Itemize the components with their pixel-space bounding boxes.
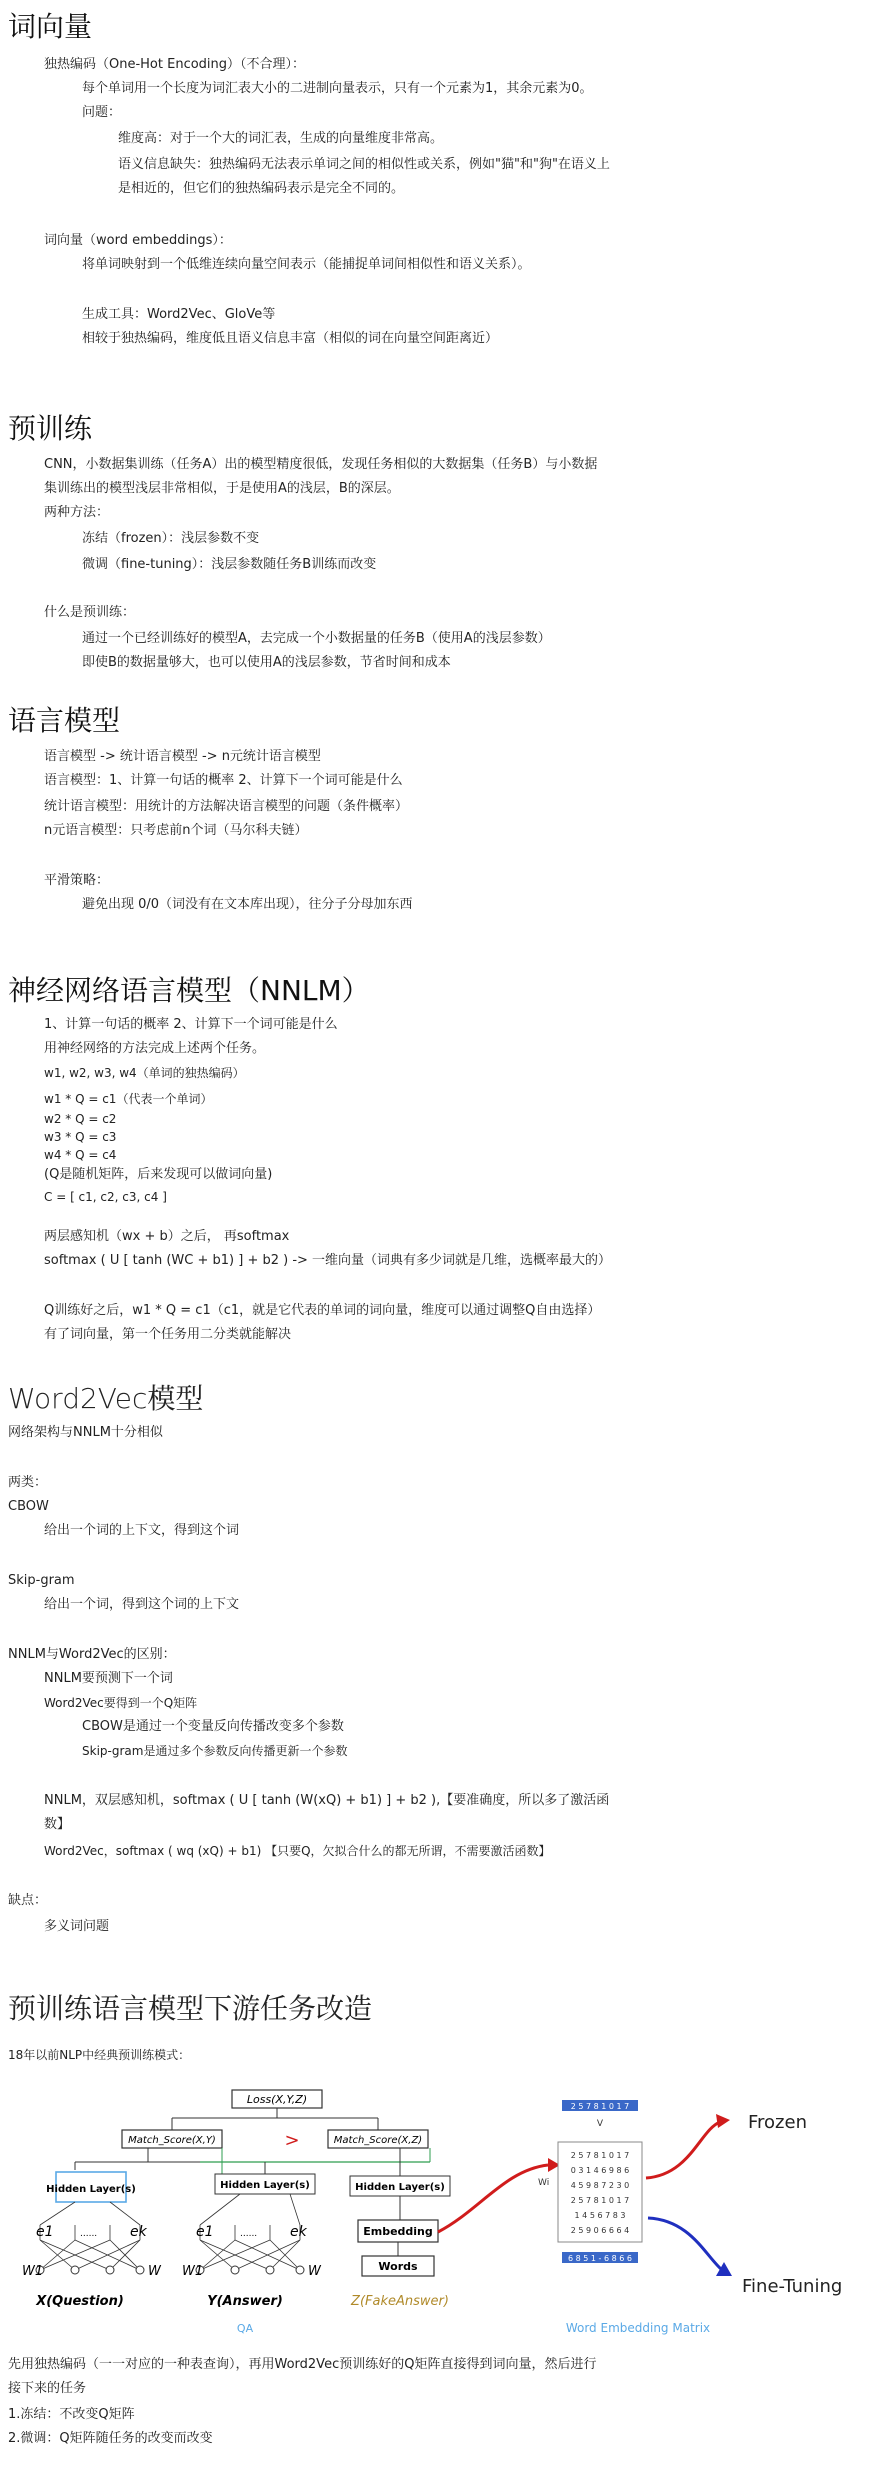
diff-3: CBOW是通过一个变量反向传播改变多个参数: [82, 1719, 344, 1734]
we-tools: 生成工具：Word2Vec、GloVe等: [82, 307, 276, 322]
loss-label: Loss(X,Y,Z): [246, 2093, 308, 2106]
two-types: 两类：: [8, 1475, 48, 1490]
x-w1-label: W1: [22, 2264, 44, 2279]
cbow-desc: 给出一个词的上下文，得到这个词: [44, 1523, 240, 1538]
y-node-4: [296, 2266, 304, 2274]
x-dots: ......: [80, 2229, 98, 2239]
nnlm-line-2: 用神经网络的方法完成上述两个任务。: [44, 1041, 266, 1056]
heading-downstream: 预训练语言模型下游任务改造: [8, 1992, 373, 2025]
problem-2b: 是相近的，但它们的独热编码表示是完全不同的。: [118, 181, 405, 196]
heading-nnlm: 神经网络语言模型（NNLM）: [8, 974, 370, 1007]
methods-label: 两种方法：: [44, 505, 110, 520]
problem-2a: 语义信息缺失：独热编码无法表示单词之间的相似性或关系，例如"猫"和"狗"在语义上: [118, 157, 610, 172]
lm-line-3: 统计语言模型：用统计的方法解决语言模型的问题（条件概率）: [44, 799, 409, 814]
we-heading: 词向量（word embeddings）：: [44, 233, 232, 248]
nnlm-line-6: w3 * Q = c3: [44, 1130, 117, 1144]
method-finetune: 微调（fine-tuning）：浅层参数随任务B训练而改变: [82, 557, 377, 572]
diff-5b: 数】: [44, 1817, 71, 1832]
words-label: Words: [378, 2260, 418, 2273]
downstream-intro: 18年以前NLP中经典预训练模式：: [8, 2048, 191, 2062]
qa-caption: QA: [236, 2322, 254, 2335]
y-node-2: [231, 2266, 239, 2274]
conclusion-3: 2.微调：Q矩阵随任务的改变而改变: [8, 2431, 213, 2446]
greater-than-sign: >: [284, 2130, 300, 2151]
x-node-2: [71, 2266, 79, 2274]
onehot-heading: 独热编码（One-Hot Encoding）（不合理）：: [44, 57, 306, 72]
finetuning-arrow: [648, 2218, 722, 2270]
matrix-v-label: V: [596, 2119, 604, 2129]
skip-desc: 给出一个词，得到这个词的上下文: [44, 1597, 240, 1612]
problem-1: 维度高：对于一个大的词汇表，生成的向量维度非常高。: [118, 131, 444, 146]
what-b: 即使B的数据量够大，也可以使用A的浅层参数，节省时间和成本: [82, 655, 451, 670]
we-compare: 相较于独热编码，维度低且语义信息丰富（相似的词在向量空间距离近）: [82, 331, 499, 346]
matrix-wi-label: Wi: [538, 2178, 550, 2188]
y-w1-label: W1: [182, 2264, 204, 2279]
we-desc: 将单词映射到一个低维连续向量空间表示（能捕捉单词间相似性和语义关系）。: [82, 257, 531, 272]
pretrain-intro-a: CNN，小数据集训练（任务A）出的模型精度很低，发现任务相似的大数据集（任务B）与小数据: [44, 457, 598, 472]
y-dots: ......: [240, 2229, 258, 2239]
frozen-arrowhead: [716, 2114, 730, 2128]
matrix-row: 4 5 9 8 7 2 3 0: [570, 2181, 630, 2190]
x-w-label: W: [148, 2264, 161, 2279]
nnlm-line-9: C = [ c1, c2, c3, c4 ]: [44, 1190, 167, 1204]
diff-1: NNLM要预测下一个词: [44, 1671, 173, 1686]
y-ek-label: ek: [290, 2224, 307, 2240]
nnlm-line-1: 1、计算一句话的概率 2、计算下一个词可能是什么: [44, 1017, 338, 1032]
x-ek-label: ek: [130, 2224, 147, 2240]
frozen-label: Frozen: [748, 2112, 807, 2133]
w2v-line-1: 网络架构与NNLM十分相似: [8, 1425, 163, 1440]
hidden-layer-z-label: Hidden Layer(s): [355, 2182, 445, 2193]
conclusion-1b: 接下来的任务: [8, 2381, 87, 2396]
diff-5a: NNLM，双层感知机，softmax ( U [ tanh (W(xQ) + b1) ] + b2 ),【要准确度，所以多了激活函: [44, 1793, 610, 1808]
nnlm-line-3: w1, w2, w3, w4（单词的独热编码）: [44, 1066, 245, 1080]
matrix-row: 2 5 7 8 1 0 1 7: [570, 2196, 630, 2205]
nnlm-line-8: (Q是随机矩阵，后来发现可以做词向量): [44, 1167, 273, 1182]
y-e1-label: e1: [196, 2224, 214, 2240]
skip-label: Skip-gram: [8, 1573, 75, 1588]
heading-word2vec: Word2Vec模型: [8, 1382, 204, 1415]
problems-label: 问题：: [82, 105, 122, 120]
heading-language-model: 语言模型: [8, 704, 121, 737]
match-score-xz-label: Match_Score(X,Z): [333, 2135, 423, 2146]
lm-line-1: 语言模型 -> 统计语言模型 -> n元统计语言模型: [44, 749, 321, 764]
conclusion-2: 1.冻结：不改变Q矩阵: [8, 2407, 135, 2422]
matrix-top-bar-values: 2 5 7 8 1 0 1 7: [570, 2102, 630, 2111]
what-pretrain: 什么是预训练：: [44, 605, 136, 620]
cons-label: 缺点：: [8, 1893, 48, 1908]
y-node-3: [266, 2266, 274, 2274]
matrix-row: 2 5 9 0 6 6 6 4: [570, 2226, 630, 2235]
what-a: 通过一个已经训练好的模型A，去完成一个小数据量的任务B（使用A的浅层参数）: [82, 631, 551, 646]
diff-label: NNLM与Word2Vec的区别：: [8, 1647, 176, 1662]
lm-line-2: 语言模型：1、计算一句话的概率 2、计算下一个词可能是什么: [44, 773, 403, 788]
method-frozen: 冻结（frozen）：浅层参数不变: [82, 531, 260, 546]
nnlm-line-10: 两层感知机（wx + b）之后， 再softmax: [44, 1229, 290, 1244]
y-w-label: W: [308, 2264, 321, 2279]
finetuning-label: Fine-Tuning: [742, 2276, 843, 2297]
cbow-label: CBOW: [8, 1499, 49, 1514]
pretrain-intro-b: 集训练出的模型浅层非常相似，于是使用A的浅层，B的深层。: [44, 481, 400, 496]
z-fake-answer-label: Z(FakeAnswer): [351, 2294, 449, 2309]
heading-pretraining: 预训练: [8, 412, 93, 445]
nnlm-line-11: softmax ( U [ tanh (WC + b1) ] + b2 ) -> 一维向量（词典有多少词就是几维，选概率最大的）: [44, 1253, 612, 1268]
matrix-bottom-bar-values: 6 8 5 1 - 6 8 6 6: [568, 2254, 632, 2263]
matrix-row: 0 3 1 4 6 9 8 6: [570, 2166, 630, 2175]
embedding-label: Embedding: [363, 2225, 433, 2238]
smooth-label: 平滑策略：: [44, 873, 110, 888]
nnlm-line-7: w4 * Q = c4: [44, 1148, 117, 1162]
embedding-to-matrix-arrow: [438, 2165, 548, 2232]
x-node-3: [106, 2266, 114, 2274]
frozen-arrow: [646, 2122, 720, 2178]
hidden-layer-x-label: Hidden Layer(s): [46, 2184, 136, 2195]
diff-2: Word2Vec要得到一个Q矩阵: [44, 1696, 198, 1710]
heading-word-vectors: 词向量: [8, 10, 93, 43]
smooth-desc: 避免出现 0/0（词没有在文本库出现），往分子分母加东西: [82, 897, 413, 912]
match-score-xy-label: Match_Score(X,Y): [128, 2135, 216, 2146]
nnlm-line-5: w2 * Q = c2: [44, 1112, 117, 1126]
lm-line-4: n元语言模型：只考虑前n个词（马尔科夫链）: [44, 823, 308, 838]
x-e1-label: e1: [36, 2224, 54, 2240]
pretraining-figure: [0, 2070, 870, 2340]
matrix-row: 1 4 5 6 7 8 3: [574, 2211, 626, 2220]
conclusion-1a: 先用独热编码（一一对应的一种表查询），再用Word2Vec预训练好的Q矩阵直接得到词向量，然后进行: [8, 2357, 597, 2372]
diff-6: Word2Vec，softmax ( wq (xQ) + b1) 【只要Q，欠拟合什么的都无所谓，不需要激活函数】: [44, 1844, 551, 1858]
finetuning-arrowhead: [716, 2262, 732, 2276]
onehot-desc: 每个单词用一个长度为词汇表大小的二进制向量表示，只有一个元素为1，其余元素为0。: [82, 81, 593, 96]
diff-4: Skip-gram是通过多个参数反向传播更新一个参数: [82, 1744, 348, 1758]
y-answer-label: Y(Answer): [207, 2294, 283, 2309]
cons-1: 多义词问题: [44, 1919, 110, 1934]
hidden-layer-y-label: Hidden Layer(s): [220, 2180, 310, 2191]
matrix-row: 2 5 7 8 1 0 1 7: [570, 2151, 630, 2160]
word-embedding-matrix-caption: Word Embedding Matrix: [565, 2321, 711, 2335]
nnlm-line-13: 有了词向量，第一个任务用二分类就能解决: [44, 1327, 292, 1342]
x-node-4: [136, 2266, 144, 2274]
x-question-label: X(Question): [36, 2294, 124, 2309]
nnlm-line-4: w1 * Q = c1（代表一个单词）: [44, 1092, 213, 1106]
nnlm-line-12: Q训练好之后，w1 * Q = c1（c1，就是它代表的单词的词向量，维度可以通过调整Q自由选择）: [44, 1303, 601, 1318]
